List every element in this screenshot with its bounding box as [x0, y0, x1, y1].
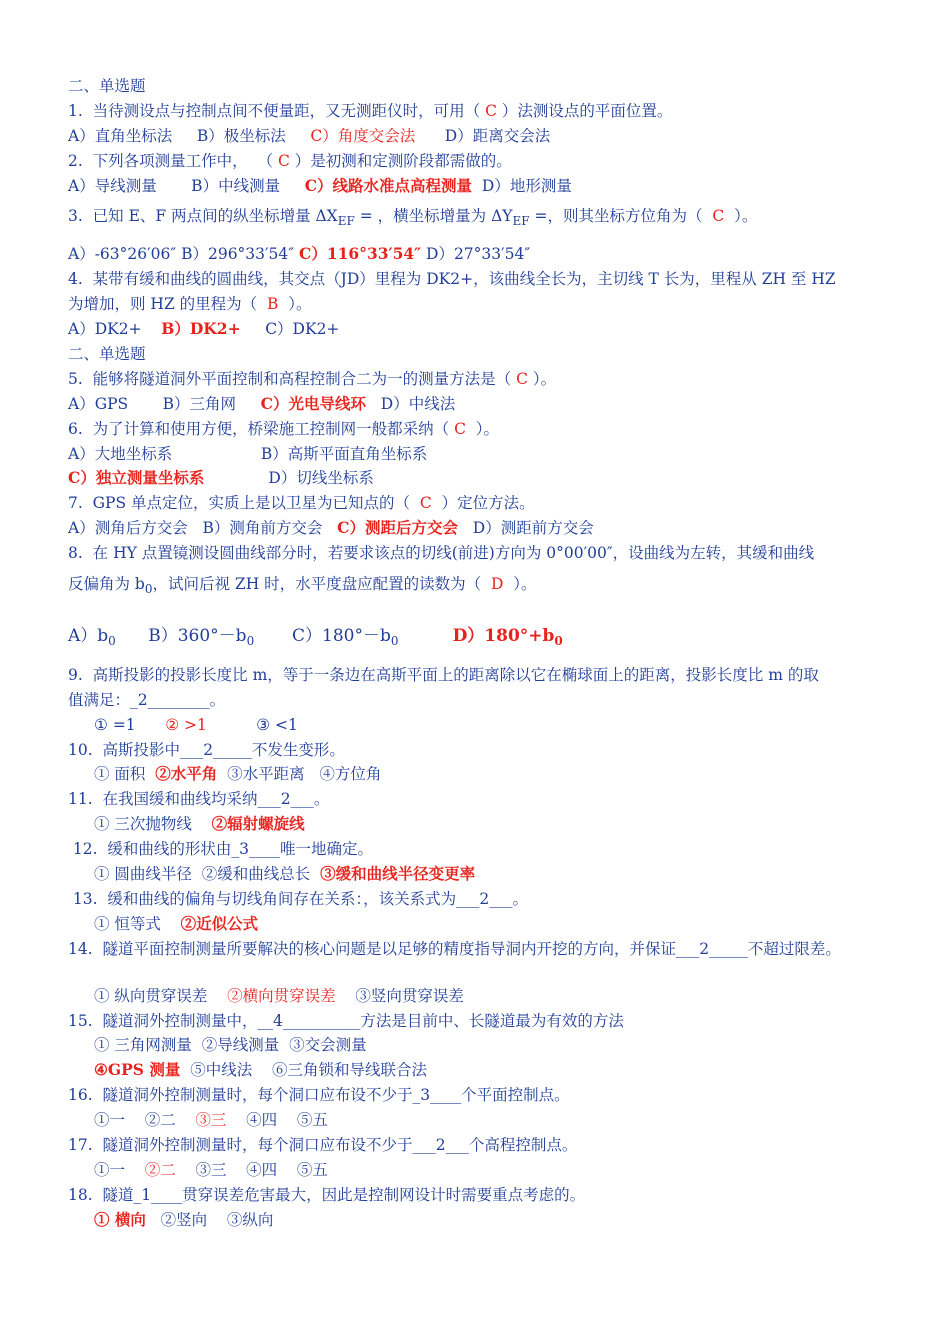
section-heading [68, 74, 898, 99]
question-text: 11. 在我国缓和曲线均采纳___2___。 [68, 790, 330, 809]
correct-option: C）光电导线环 [260, 393, 366, 413]
option-text: ① 恒等式 [94, 914, 181, 933]
correct-option: C）测距后方交会 [337, 518, 458, 538]
question-text: 17. 隧道洞外控制测量时，每个洞口应布设不少于___2___个高程控制点。 [68, 1135, 578, 1154]
question-7 [68, 491, 898, 516]
option-text: A）-63°26′06″ B）296°33′54″ [68, 245, 299, 264]
answer-mark: C [516, 369, 528, 388]
answer-mark: C [277, 151, 290, 170]
option-text: A）DK2+ [68, 320, 162, 339]
question-text: 2. 下列各项测量工作中， （ [68, 151, 278, 170]
option-text: ②竖向 ③纵向 [145, 1210, 274, 1229]
heading-text: 二、单选题 [68, 77, 146, 95]
correct-option: C）角度交会法 [310, 126, 416, 145]
question-text: =，则其坐标方位角为（ [529, 207, 713, 226]
correct-option: ④GPS 测量 [94, 1060, 181, 1080]
question-11 [68, 787, 898, 812]
option-text: D）距离交会法 [415, 126, 551, 145]
question-17-options [68, 1158, 898, 1183]
question-9-options [68, 713, 898, 738]
question-text: ，试问后视 ZH 时，水平度盘应配置的读数为（ [152, 575, 491, 594]
question-4-cont [68, 292, 898, 317]
question-15-options [68, 1033, 898, 1058]
correct-option: ① 横向 [94, 1209, 146, 1229]
answer-mark: D [491, 575, 504, 594]
question-18-options [68, 1208, 898, 1233]
question-5-options [68, 392, 898, 417]
question-17 [68, 1133, 898, 1158]
question-14 [68, 937, 898, 962]
section-heading [68, 342, 898, 367]
correct-option: C）116°33′54″ [299, 244, 422, 264]
question-text: 为增加，则 HZ 的里程为（ [68, 295, 267, 314]
correct-option: ③缓和曲线半径变更率 [320, 864, 476, 884]
question-8 [68, 541, 898, 566]
correct-option: ②横向贯穿误差 [227, 986, 336, 1005]
question-3 [68, 198, 898, 234]
question-16 [68, 1083, 898, 1108]
question-text: ）定位方法。 [431, 494, 535, 513]
exam-document [68, 74, 898, 1233]
question-12 [68, 837, 898, 862]
option-text: D）中线法 [365, 394, 456, 413]
heading-text: 二、单选题 [68, 345, 146, 364]
question-text: ）是初测和定测阶段都需做的。 [289, 151, 512, 170]
answer-mark: C [712, 207, 725, 226]
correct-option: C）线路水准点高程测量 [304, 175, 473, 195]
question-4 [68, 267, 898, 292]
option-text: ③三 ④四 ⑤五 [175, 1160, 328, 1179]
question-10-options [68, 762, 898, 787]
question-1 [68, 99, 898, 124]
question-text: 1. 当待测设点与控制点间不便量距，又无测距仪时，可用（ [68, 101, 486, 120]
subscript: 0 [144, 582, 153, 597]
correct-option: ③三 [195, 1111, 227, 1130]
question-text: 15. 隧道洞外控制测量中，__4__________方法是目前中、长隧道最为有效的方法 [68, 1011, 624, 1030]
subscript: 0 [246, 634, 255, 649]
option-text: B）360°－b [115, 626, 247, 647]
question-text: 14. 隧道平面控制测量所要解决的核心问题是以足够的精度指导洞内开挖的方向，并保证___2_____不超过限差。 [68, 939, 841, 958]
option-text: ④四 ⑤五 [226, 1111, 328, 1130]
question-text: ）。 [503, 575, 537, 594]
option-text: A）导线测量 B）中线测量 [68, 176, 305, 195]
option-text: A）GPS B）三角网 [68, 394, 261, 413]
question-2 [68, 149, 898, 174]
subscript: 0 [554, 634, 563, 649]
option-text: ① 三角网测量 ②导线测量 ③交会测量 [94, 1036, 367, 1055]
option-text: D）27°33′54″ [421, 245, 531, 264]
option-text: A）测角后方交会 B）测角前方交会 [68, 519, 338, 538]
option-text: A）大地坐标系 B）高斯平面直角坐标系 [68, 444, 428, 463]
question-text: 3. 已知 E、F 两点间的纵坐标增量 ΔX [68, 207, 338, 226]
question-2-options [68, 174, 898, 199]
option-text: ① 纵向贯穿误差 [94, 986, 228, 1005]
question-13 [68, 887, 898, 912]
question-6 [68, 417, 898, 442]
option-text: A）直角坐标法 B）极坐标法 [68, 126, 311, 145]
question-text: 5. 能够将隧道洞外平面控制和高程控制合二为一的测量方法是（ [68, 369, 517, 388]
question-text: 反偏角为 b [68, 575, 145, 594]
question-text: = ，横坐标增量为 ΔY [354, 207, 513, 226]
question-18 [68, 1183, 898, 1208]
question-text: 12. 缓和曲线的形状由_3____唯一地确定。 [68, 840, 374, 859]
option-text: ③竖向贯穿误差 [335, 986, 464, 1005]
question-text: ）。 [527, 369, 557, 388]
question-5 [68, 367, 898, 392]
question-14-options [68, 984, 898, 1009]
question-text: 16. 隧道洞外控制测量时，每个洞口应布设不少于_3____个平面控制点。 [68, 1086, 570, 1105]
correct-option: D）180°+b [452, 626, 555, 647]
option-text: ⑤中线法 ⑥三角锁和导线联合法 [180, 1061, 427, 1080]
question-text: ）。 [278, 295, 312, 314]
option-text: D）切线坐标系 [204, 469, 374, 488]
question-text: 13. 缓和曲线的偏角与切线角间存在关系：，该关系式为___2___。 [68, 889, 529, 908]
option-text: ①一 ②二 [94, 1111, 196, 1130]
question-8-options [68, 624, 898, 649]
question-text: 值满足：_2________。 [68, 690, 226, 709]
question-6-options [68, 442, 898, 467]
option-text: ① 圆曲线半径 ②缓和曲线总长 [94, 865, 321, 884]
option-text: C）DK2+ [240, 320, 340, 339]
correct-option: ②近似公式 [180, 913, 259, 933]
subscript: 0 [108, 634, 116, 649]
question-12-options [68, 862, 898, 887]
question-3-options [68, 242, 898, 267]
option-text: C）180°－b [254, 626, 391, 647]
question-9 [68, 663, 898, 688]
question-text: 10. 高斯投影中___2_____不发生变形。 [68, 740, 345, 759]
question-10 [68, 738, 898, 763]
option-text: ③ <1 [206, 715, 298, 734]
subscript: 0 [390, 634, 399, 649]
correct-option: ②辐射螺旋线 [211, 814, 305, 834]
correct-option: C）独立测量坐标系 [68, 468, 205, 488]
question-text: 9. 高斯投影的投影长度比 m，等于一条边在高斯平面上的距离除以它在椭球面上的距离，投影长度比 m 的取 [68, 665, 819, 684]
question-15-options-2 [68, 1058, 898, 1083]
question-text: 6. 为了计算和使用方便，桥梁施工控制网一般都采纳（ [68, 419, 455, 438]
question-1-options [68, 124, 898, 149]
correct-option: ② >1 [165, 715, 207, 734]
question-8-cont [68, 566, 898, 602]
question-9-cont [68, 688, 898, 713]
question-text: ）。 [465, 419, 500, 438]
correct-option: ②二 [144, 1160, 176, 1179]
option-text: D）地形测量 [472, 176, 572, 195]
question-16-options [68, 1108, 898, 1133]
answer-mark: C [454, 419, 466, 438]
answer-mark: B [267, 295, 279, 314]
question-text: 7. GPS 单点定位，实质上是以卫星为已知点的（ [68, 494, 420, 513]
option-text: D）测距前方交会 [458, 519, 594, 538]
question-11-options [68, 812, 898, 837]
question-4-options [68, 317, 898, 342]
option-text: ① =1 [94, 715, 166, 734]
answer-mark: C [419, 494, 432, 513]
question-text: 8. 在 HY 点置镜测设圆曲线部分时，若要求该点的切线(前进)方向为 0°00′00″，设曲线为左转，其缓和曲线 [68, 544, 815, 563]
subscript: EF [337, 214, 355, 229]
option-text: ① 三次抛物线 [94, 815, 212, 834]
option-text: ①一 [94, 1160, 145, 1179]
question-13-options [68, 912, 898, 937]
question-text: 4. 某带有缓和曲线的圆曲线，其交点（JD）里程为 DK2+，该曲线全长为，主切线 T 长为，里程从 ZH 至 HZ [68, 270, 836, 289]
question-15 [68, 1009, 898, 1034]
correct-option: ②水平角 [155, 764, 218, 784]
option-text: A）b [68, 626, 109, 647]
correct-option: B）DK2+ [161, 319, 241, 339]
question-text: 18. 隧道_1____贯穿误差危害最大，因此是控制网设计时需要重点考虑的。 [68, 1185, 586, 1204]
subscript: EF [512, 214, 530, 229]
question-6-options-2 [68, 466, 898, 491]
answer-mark: C [485, 101, 497, 120]
question-text: ）法测设点的平面位置。 [496, 101, 673, 120]
option-text: ③水平距离 ④方位角 [217, 765, 382, 784]
option-text: ① 面积 [94, 765, 156, 784]
question-7-options [68, 516, 898, 541]
question-text: ）。 [724, 207, 758, 226]
